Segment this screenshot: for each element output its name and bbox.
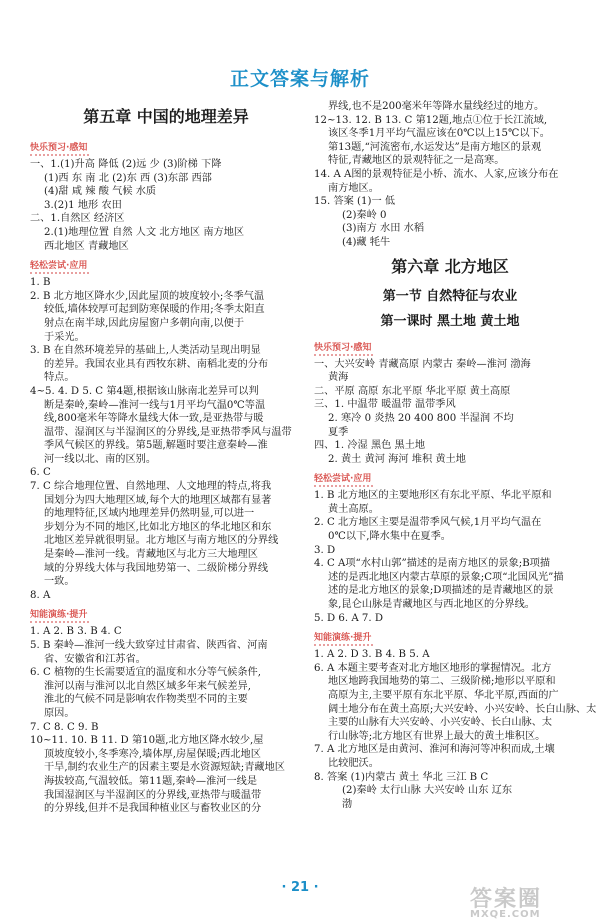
answer-line: 淮北的气候不同是影响农作物类型不同的主要	[44, 694, 248, 706]
answer-line: 顶坡度较小,冬季寒冷,墙体厚,房屋保暖;西北地区	[44, 748, 261, 760]
answer-line: 河一线以北、南的区别。	[44, 453, 157, 465]
answer-line: 线,800毫米年等降水量线大体一致,是亚热带与暖	[44, 413, 264, 425]
answer-line: 夏季	[328, 426, 349, 438]
answer-line: 三、1. 中温带 暖温带 温带季风	[314, 399, 456, 411]
answer-line: 省、安徽省和江苏省。	[44, 653, 146, 665]
answer-line: 原因。	[44, 707, 75, 719]
answer-line: 2.(1)地理位置 自然 人文 北方地区 南方地区	[44, 226, 245, 238]
answer-line: 干旱,制约农业生产的因素主要是水资源短缺;青藏地区	[44, 762, 285, 774]
answer-line: 阔土地分布在黄土高原;大兴安岭、小兴安岭、长白山脉、太	[328, 703, 597, 715]
chapter-heading: 第六章 北方地区	[391, 256, 509, 276]
answer-line: 2. 黄土 黄河 海河 堆积 黄土地	[328, 453, 466, 465]
section-badge-row	[314, 466, 586, 489]
answer-line: 述的是北方地区的景象;D项描述的是青藏地区的景	[328, 585, 554, 597]
answer-line: 4. C A项“水村山郭”描述的是南方地区的景象;B项描	[314, 558, 551, 570]
answer-line: (3)南方 水田 水稻	[342, 223, 425, 235]
page-number: · 21 ·	[281, 880, 319, 895]
answer-line: 7. A 北方地区是由黄河、淮河和海河等冲积而成,土壤	[314, 744, 555, 756]
answer-line: 于采光。	[44, 331, 85, 343]
answer-line: 述的是西北地区内蒙古草原的景象;C项“北国风光”描	[328, 571, 564, 583]
answer-line: 我国湿润区与半湿润区的分界线,亚热带与暖温带	[44, 789, 262, 801]
answer-line: 3. D	[314, 544, 336, 556]
answer-line: 2. C 北方地区主要是温带季风气候,1月平均气温在	[314, 517, 542, 529]
answer-line: 域的分界线大体与我国地势第一、二级阶梯分界线	[44, 562, 269, 574]
answer-line: (4)甜 咸 辣 酸 气候 水质	[44, 186, 157, 198]
watermark-logo	[470, 882, 592, 920]
answer-line: 一致。	[44, 576, 75, 588]
answer-line: 较低,墙体较厚可起到防寒保暖的作用;冬季太阳直	[44, 304, 265, 316]
answer-line: 比较肥沃。	[328, 757, 379, 769]
answer-line: (1)西 东 南 北 (2)东 西 (3)东部 西部	[44, 172, 212, 184]
answer-line: (4)藏 牦牛	[342, 236, 391, 248]
answer-line: 特征,青藏地区的景观特征之一是高寒。	[328, 155, 505, 167]
answer-line: 一、1.(1)升高 降低 (2)远 少 (3)阶梯 下降	[30, 159, 222, 170]
answer-line: 界线,也不是200毫米年等降水量线经过的地方。	[328, 101, 545, 112]
answer-line: 南方地区。	[328, 182, 379, 194]
answer-line: 5. D 6. A 7. D	[314, 612, 384, 624]
answer-line: 6. A 本题主要考查对北方地区地形的掌握情况。北方	[314, 662, 552, 674]
answer-line: 黄海	[328, 372, 349, 384]
answer-line: 8. 答案 (1)内蒙古 黄土 华北 三江 B C	[314, 771, 489, 783]
section-heading: 第一节 自然特征与农业	[382, 288, 518, 304]
answer-line: 的地理特征,区域内地理差异仍然明显,可以进一	[44, 508, 255, 520]
answer-line: 二、1.自然区 经济区	[30, 213, 125, 225]
answer-line: 1. B	[30, 277, 51, 289]
answer-line: 1. A 2. D 3. B 4. B 5. A	[314, 649, 430, 661]
answer-line: 7. C 综合地理位置、自然地理、人文地理的特点,将我	[30, 481, 272, 493]
answer-line: 14. A A图的景观特征是小桥、流水、人家,应该分布在	[314, 168, 559, 180]
answer-line: 2. 寒冷 0 炎热 20 400 800 半湿润 不均	[328, 412, 514, 424]
answer-line: 黄土高原。	[328, 503, 379, 515]
watermark-main: 答案圈	[470, 887, 543, 912]
answer-line: (2)秦岭 太行山脉 大兴安岭 山东 辽东	[342, 785, 513, 797]
section-badge: 轻松尝试·应用	[30, 258, 89, 274]
section-badge: 轻松尝试·应用	[314, 471, 373, 487]
answer-line: 3. B 在自然环境差异的基础上,人类活动呈现出明显	[30, 345, 261, 357]
section-badge: 知能演练·提升	[30, 607, 89, 623]
section-badge-row	[30, 135, 302, 158]
section-badge-row	[30, 602, 302, 625]
answer-line: 海拔较高,气温较低。第11题,秦岭—淮河一线是	[44, 775, 258, 787]
answer-line: 高原为主,主要平原有东北平原、华北平原,西面的广	[328, 690, 559, 701]
answer-line: 12~13. 12. B 13. C 第12题,地点①位于长江流域,	[314, 114, 548, 126]
answer-line: 该区冬季1月平均气温应该在0℃以上15℃以下。	[328, 128, 550, 140]
answer-line: 7. C 8. C 9. B	[30, 721, 99, 733]
answer-line: 季风气候区的界线。第5题,解题时要注意秦岭—淮	[44, 440, 268, 452]
answer-line: 断是秦岭,秦岭—淮河一线与1月平均气温0℃等温	[44, 399, 266, 411]
watermark-sub: MXQE.COM	[470, 909, 541, 920]
answer-line: 8. A	[30, 589, 51, 601]
left-column	[30, 100, 302, 816]
answer-line: 0℃以下,降水集中在夏季。	[328, 531, 451, 543]
section-badge-row	[30, 253, 302, 276]
answer-line: 4~5. 4. D 5. C 第4题,根据该山脉南北差异可以判	[30, 385, 259, 397]
section-badge-row	[314, 625, 586, 648]
answer-line: 淮河以南与淮河以北自然区域多年来气候差异,	[44, 680, 251, 692]
right-column	[314, 100, 597, 811]
answer-line: 步划分为不同的地区,比如北方地区的华北地区和东	[44, 521, 272, 533]
answer-line: 象,昆仑山脉是青藏地区与西北地区的分界线。	[328, 599, 535, 611]
answer-line: 国划分为四大地理区域,每个大的地理区域都有显著	[44, 494, 272, 506]
answer-line: 是秦岭—淮河一线。青藏地区与北方三大地理区	[44, 549, 258, 561]
answer-line: 四、1. 冷湿 黑色 黑土地	[314, 440, 426, 452]
answer-line: 15. 答案 (1)一 低	[314, 196, 396, 208]
answer-line: 行山脉等;北方地区有世界上最大的黄土堆积区。	[328, 730, 546, 742]
answer-line: 第13题,“河流密布,水运发达”是南方地区的景观	[328, 141, 542, 153]
section-badge: 快乐预习·感知	[314, 340, 373, 356]
answer-line: 10~11. 10. B 11. D 第10题,北方地区降水较少,屋	[30, 735, 264, 747]
answer-line: 渤	[342, 798, 353, 810]
answer-line: 特点。	[44, 372, 75, 384]
section-heading: 第一课时 黑土地 黄土地	[380, 313, 520, 329]
answer-line: 5. B 秦岭—淮河一线大致穿过甘肃省、陕西省、河南	[30, 640, 268, 651]
answer-line: 射点在南半球,因此房屋窗户多朝向南,以便于	[44, 317, 245, 329]
chapter-heading: 第五章 中国的地理差异	[83, 107, 249, 126]
section-badge: 快乐预习·感知	[30, 140, 89, 156]
answer-line: 的分界线,但并不是我国种植业区与畜牧业区的分	[44, 803, 262, 815]
answer-line: 3.(2)1 地形 农田	[44, 199, 122, 211]
answer-line: 一、大兴安岭 青藏高原 内蒙古 秦岭—淮河 渤海	[314, 358, 531, 370]
answer-line: 2. B 北方地区降水少,因此屋顶的坡度较小;冬季气温	[30, 290, 265, 302]
answer-line: (2)秦岭 0	[342, 209, 387, 221]
answer-line: 西北地区 青藏地区	[44, 240, 129, 252]
answer-line: 二、平原 高原 东北平原 华北平原 黄土高原	[314, 385, 511, 397]
answer-line: 北地区差异就很明显。北方地区与南方地区的分界线	[44, 535, 279, 547]
section-badge: 知能演练·提升	[314, 630, 373, 646]
answer-line: 的差异。我国农业具有西牧东耕、南稻北麦的分布	[44, 358, 269, 370]
answer-line: 地区地跨我国地势的第二、三级阶梯;地形以平原和	[328, 676, 556, 688]
answer-line: 温带、湿润区与半湿润区的分界线,是亚热带季风与温带	[44, 426, 292, 438]
section-badge-row	[314, 335, 586, 358]
answer-line: 1. A 2. B 3. B 4. C	[30, 626, 122, 638]
page-title: 正文答案与解析	[229, 68, 370, 90]
answer-line: 主要的山脉有大兴安岭、小兴安岭、长白山脉、太	[328, 717, 553, 729]
answer-line: 6. C 植物的生长需要适宜的温度和水分等气候条件,	[30, 667, 261, 679]
answer-line: 6. C	[30, 467, 51, 479]
answer-line: 1. B 北方地区的主要地形区有东北平原、华北平原和	[314, 490, 552, 502]
